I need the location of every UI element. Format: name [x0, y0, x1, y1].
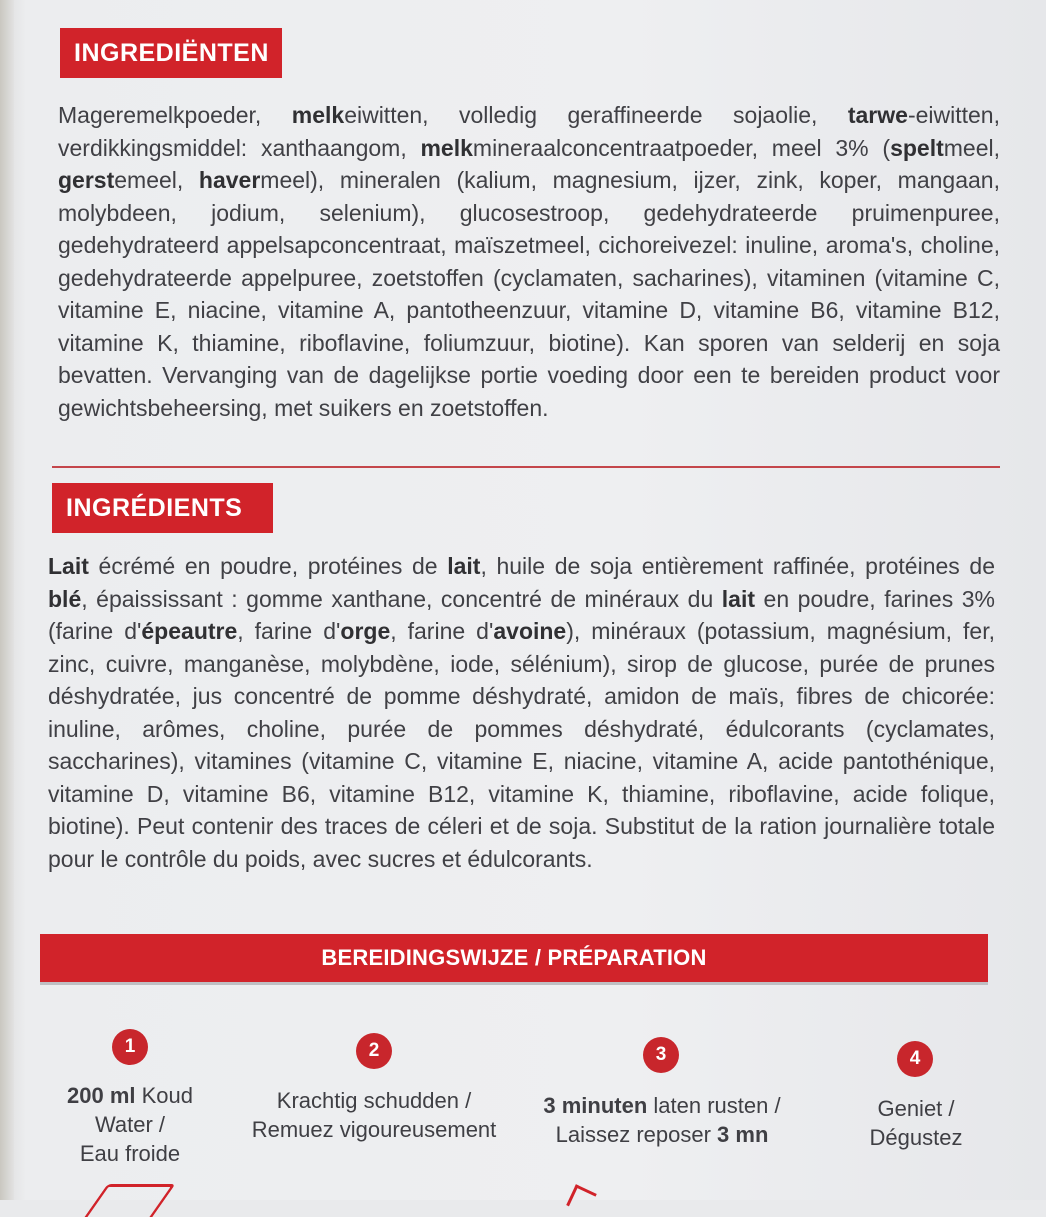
ingredients-text-fr-segment-3: , huile de soja entièrement raffinée, protéines de — [480, 553, 996, 579]
step-3-number: 3 — [643, 1037, 679, 1073]
section-divider — [52, 466, 1000, 468]
step-3-text-line-0-segment-0: 3 minuten — [543, 1093, 648, 1118]
step-1-text-line-0 — [30, 1081, 230, 1110]
step-3-text-line-1-segment-0: Laissez reposer — [555, 1122, 718, 1147]
step-1-text-line-1-segment-0: Water / — [94, 1112, 166, 1137]
ingredients-text-fr-segment-13: ), minéraux (potassium, magnésium, fer, zinc, cuivre, manganèse, molybdène, iode, sélénium), sirop de glucose, purée de prunes déshydratée, jus concentré de pomme déshydraté, amidon de maïs, fibres de chicorée: inuline, arômes, choline, purée de pommes déshydraté, édulcorants (cyclamates, saccharines), vitamines (vitamine C, vitamine E, niacine, vitamine A, acide pantothénique, vitamine D, vitamine B6, vitamine B12, vitamine K, thiamine, riboflavine, acide folique, biotine). Peut contenir des traces de céleri et de soja. Substitut de la ration journalière totale pour le contrôle du poids, avec sucres et édulcorants. — [48, 618, 996, 872]
step-4-text-line-0 — [836, 1094, 996, 1123]
step-2-text-line-0 — [209, 1086, 539, 1115]
step-1-text — [30, 1081, 230, 1168]
step-4-text-line-1-segment-0: Dégustez — [869, 1125, 963, 1150]
ingredients-text-nl — [58, 99, 1000, 424]
ingredients-text-nl-segment-7: mineraalconcentraatpoeder, meel 3% ( — [472, 134, 891, 161]
step-3-text-line-0 — [506, 1091, 818, 1120]
ingredients-text-nl-segment-3: eiwitten, volledig geraffineerde sojaolie, — [344, 102, 848, 128]
step-3-text-line-0-segment-1: laten rusten / — [647, 1093, 781, 1118]
ingredients-text-fr-segment-2: lait — [447, 553, 481, 579]
ingredients-text-nl-segment-5: -eiwitten, verdikkingsmiddel: xanthaangom, — [58, 102, 1000, 161]
ingredients-text-fr-segment-12: avoine — [493, 618, 567, 644]
step-1-text-line-2 — [30, 1139, 230, 1168]
ingredients-text-nl-segment-12: haver — [198, 167, 261, 193]
ingredients-text-fr-segment-8: épeautre — [141, 618, 238, 644]
ingredients-text-nl-segment-9: meel, — [943, 134, 1000, 161]
ingredients-text-fr-segment-11: , farine d' — [390, 618, 494, 644]
heading-ingredients: INGRÉDIENTS — [52, 483, 273, 533]
step-4-text-line-0-segment-0: Geniet / — [877, 1096, 955, 1121]
step-3-text-line-1-segment-1: 3 mn — [717, 1122, 769, 1147]
ingredients-text-nl-segment-8: spelt — [890, 134, 944, 161]
step-2-text-line-1-segment-0: Remuez vigoureusement — [251, 1117, 497, 1142]
shaker-illustration-edge — [84, 1184, 175, 1217]
ingredients-text-nl-segment-10: gerst — [58, 167, 115, 193]
step-2-text — [209, 1086, 539, 1144]
step-1-number: 1 — [112, 1029, 148, 1065]
ingredients-text-fr — [48, 550, 995, 875]
step-2-number: 2 — [356, 1033, 392, 1069]
ingredients-text-fr-segment-1: écrémé en poudre, protéines de — [88, 553, 448, 579]
ingredients-text-nl-segment-6: melk — [420, 134, 473, 161]
ingredients-text-nl-segment-11: emeel, — [114, 167, 199, 193]
step-1-text-line-1 — [30, 1110, 230, 1139]
step-3-text — [506, 1091, 818, 1149]
heading-ingredienten: INGREDIËNTEN — [60, 28, 282, 78]
step-1-text-line-2-segment-0: Eau froide — [79, 1141, 181, 1166]
step-2-text-line-0-segment-0: Krachtig schudden / — [276, 1088, 472, 1113]
ingredients-text-fr-segment-4: blé — [48, 585, 82, 612]
step-2-text-line-1 — [209, 1115, 539, 1144]
step-1-text-line-0-segment-1: Koud — [135, 1083, 193, 1108]
step-4-text-line-1 — [836, 1123, 996, 1152]
step-3-text-line-1 — [506, 1120, 818, 1149]
ingredients-text-fr-segment-9: , farine d' — [237, 618, 341, 644]
ingredients-text-fr-segment-7: en poudre, farines 3% (farine d' — [48, 585, 995, 644]
step-4-text — [836, 1094, 996, 1152]
ingredients-text-nl-segment-13: meel), mineralen (kalium, magnesium, ijzer, zink, koper, mangaan, molybdeen, jodium, selenium), glucosestroop, gedehydrateerde pruimenpuree, gedehydrateerd appelsapconcentraat, maïszetmeel, cichoreivezel: inuline, aroma's, choline, gedehydrateerde appelpuree, zoetstoffen (cyclamaten, sacharines), vitaminen (vitamine C, vitamine E, niacine, vitamine A, pantotheenzuur, vitamine D, vitamine B6, vitamine B12, vitamine K, thiamine, riboflavine, foliumzuur, biotine). Kan sporen van selderij en soja bevatten. Vervanging van de dagelijkse portie voeding door een te bereiden product voor gewichtsbeheersing, met suikers en zoetstoffen. — [58, 167, 1000, 421]
ingredients-text-nl-segment-2: melk — [291, 102, 345, 128]
ingredients-text-nl-segment-0: Mageremelkpoeder — [58, 102, 255, 128]
ingredients-text-fr-segment-10: orge — [340, 618, 391, 644]
ingredients-text-fr-segment-5: , épaississant : gomme xanthane, concentré de minéraux du — [81, 585, 722, 612]
preparation-title: BEREIDINGSWIJZE / PRÉPARATION — [321, 945, 707, 970]
ingredients-text-fr-segment-0: Lait — [48, 553, 89, 579]
ingredients-text-nl-segment-1: , — [254, 102, 292, 128]
package-edge — [0, 0, 14, 1200]
step-4-number: 4 — [897, 1041, 933, 1077]
ingredients-text-fr-segment-6: lait — [721, 585, 756, 612]
step-1-text-line-0-segment-0: 200 ml — [67, 1083, 136, 1108]
ingredients-text-nl-segment-4: tarwe — [847, 102, 908, 128]
